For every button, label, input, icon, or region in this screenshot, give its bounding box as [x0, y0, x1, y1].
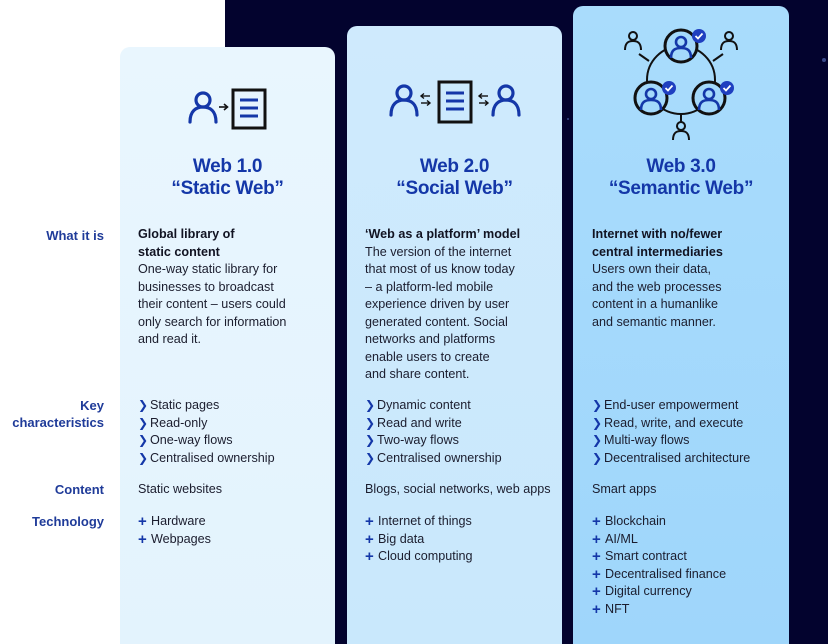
description-line: and share content. [365, 367, 470, 381]
list-item [138, 432, 330, 450]
list-item [592, 415, 787, 433]
row-label-key-characteristics [0, 397, 104, 431]
item-text: Static pages [150, 398, 220, 412]
row-label-what-it-is: What it is [46, 228, 104, 243]
list-item [592, 397, 787, 415]
chevron-right-icon: ❯ [592, 415, 603, 430]
row-label-content: Content [54, 482, 104, 497]
web3-what-it-is [592, 226, 787, 331]
chevron-right-icon: ❯ [365, 415, 376, 430]
list-item [592, 583, 787, 601]
web1-what-it-is [138, 226, 330, 349]
headline: central intermediaries [592, 244, 723, 259]
list-item [365, 397, 560, 415]
web2-content: Blogs, social networks, web apps [365, 482, 551, 496]
list-item [365, 531, 560, 549]
list-item [592, 548, 787, 566]
web3-content: Smart apps [592, 482, 657, 496]
plus-icon: + [365, 530, 374, 548]
description-line: only search for information [138, 314, 287, 329]
item-text: Hardware [151, 514, 206, 528]
plus-icon: + [592, 513, 601, 531]
item-text: End-user empowerment [604, 398, 739, 412]
item-text: Webpages [151, 531, 211, 546]
headline: static content [138, 244, 220, 259]
description-line: The version of the internet [365, 244, 512, 259]
star-dot [567, 118, 569, 120]
item-text: NFT [605, 601, 630, 616]
item-text: AI/ML [605, 531, 638, 546]
web1-key-characteristics [138, 397, 330, 467]
star-dot [822, 58, 826, 62]
list-item [365, 513, 560, 531]
item-text: Dynamic content [377, 398, 471, 412]
title-line: Web 3.0 [646, 156, 716, 177]
web2-technology [365, 513, 560, 566]
plus-icon: + [592, 600, 601, 618]
chevron-right-icon: ❯ [592, 450, 603, 465]
description-line: businesses to broadcast [138, 279, 274, 294]
plus-icon: + [592, 583, 601, 601]
chevron-right-icon: ❯ [592, 433, 603, 447]
web2-key-characteristics [365, 397, 560, 467]
column-title [120, 156, 335, 200]
list-item [365, 450, 560, 468]
list-item [365, 548, 560, 566]
subtitle-line: “Static Web” [171, 178, 284, 199]
plus-icon: + [365, 548, 374, 566]
list-item [592, 531, 787, 549]
row-label-technology: Technology [32, 514, 104, 529]
list-item [365, 432, 560, 450]
headline: Global library of [138, 227, 235, 241]
chevron-right-icon: ❯ [365, 450, 376, 465]
label-column-background [0, 0, 120, 644]
plus-icon: + [138, 530, 147, 548]
item-text: Blockchain [605, 514, 666, 528]
row-label-key-line1: Key [80, 398, 104, 413]
item-text: Centralised ownership [150, 450, 275, 465]
list-item [138, 531, 330, 549]
column-title [573, 156, 789, 200]
title-line: Web 2.0 [419, 156, 490, 177]
plus-icon: + [592, 530, 601, 548]
chevron-right-icon: ❯ [138, 450, 149, 465]
chevron-right-icon: ❯ [592, 398, 603, 412]
title-line: Web 1.0 [192, 156, 263, 177]
headline: ‘Web as a platform’ model [365, 227, 521, 241]
people-exchange-document-icon [347, 80, 562, 124]
person-to-document-icon [120, 87, 335, 131]
list-item [138, 450, 330, 468]
description-line: networks and platforms [365, 332, 496, 346]
chevron-right-icon: ❯ [138, 398, 149, 412]
web1-technology [138, 513, 330, 548]
description-line: their content – users could [138, 297, 286, 311]
list-item [138, 513, 330, 531]
web2-what-it-is [365, 226, 560, 384]
description-line: and read it. [138, 332, 202, 346]
web1-content: Static websites [138, 482, 222, 496]
list-item [138, 397, 330, 415]
chevron-right-icon: ❯ [138, 433, 149, 447]
item-text: Digital currency [605, 584, 692, 598]
web3-technology [592, 513, 787, 618]
item-text: Read, write, and execute [604, 415, 744, 430]
list-item [592, 513, 787, 531]
item-text: Big data [378, 531, 425, 546]
list-item [592, 601, 787, 619]
description-line: One-way static library for [138, 262, 278, 276]
list-item [592, 450, 787, 468]
item-text: Centralised ownership [377, 450, 502, 465]
description-line: Users own their data, [592, 262, 711, 276]
description-line: experience driven by user [365, 297, 510, 311]
description-line: generated content. Social [365, 314, 508, 329]
item-text: Decentralised architecture [604, 450, 751, 465]
item-text: Read and write [377, 415, 462, 430]
decentralised-network-icon [573, 28, 789, 140]
web3-key-characteristics [592, 397, 787, 467]
list-item [138, 415, 330, 433]
description-line: enable users to create [365, 349, 490, 364]
headline: Internet with no/fewer [592, 227, 723, 241]
item-text: One-way flows [150, 433, 233, 447]
plus-icon: + [138, 513, 147, 531]
description-line: that most of us know today [365, 262, 515, 276]
item-text: Read-only [150, 415, 208, 430]
plus-icon: + [365, 513, 374, 531]
subtitle-line: “Social Web” [396, 178, 513, 199]
description-line: content in a humanlike [592, 297, 719, 311]
item-text: Cloud computing [378, 549, 473, 563]
chevron-right-icon: ❯ [365, 398, 376, 412]
chevron-right-icon: ❯ [365, 433, 376, 447]
description-line: and semantic manner. [592, 314, 716, 329]
plus-icon: + [592, 548, 601, 566]
subtitle-line: “Semantic Web” [608, 178, 754, 199]
list-item [365, 415, 560, 433]
item-text: Two-way flows [377, 433, 459, 447]
item-text: Internet of things [378, 514, 472, 528]
row-label-key-line2: characteristics [12, 415, 104, 430]
description-line: and the web processes [592, 279, 722, 294]
chevron-right-icon: ❯ [138, 415, 149, 430]
item-text: Multi-way flows [604, 433, 690, 447]
column-title [347, 156, 562, 200]
list-item [592, 432, 787, 450]
plus-icon: + [592, 565, 601, 583]
description-line: – a platform-led mobile [365, 279, 494, 294]
list-item [592, 566, 787, 584]
item-text: Decentralised finance [605, 566, 727, 581]
item-text: Smart contract [605, 549, 687, 563]
